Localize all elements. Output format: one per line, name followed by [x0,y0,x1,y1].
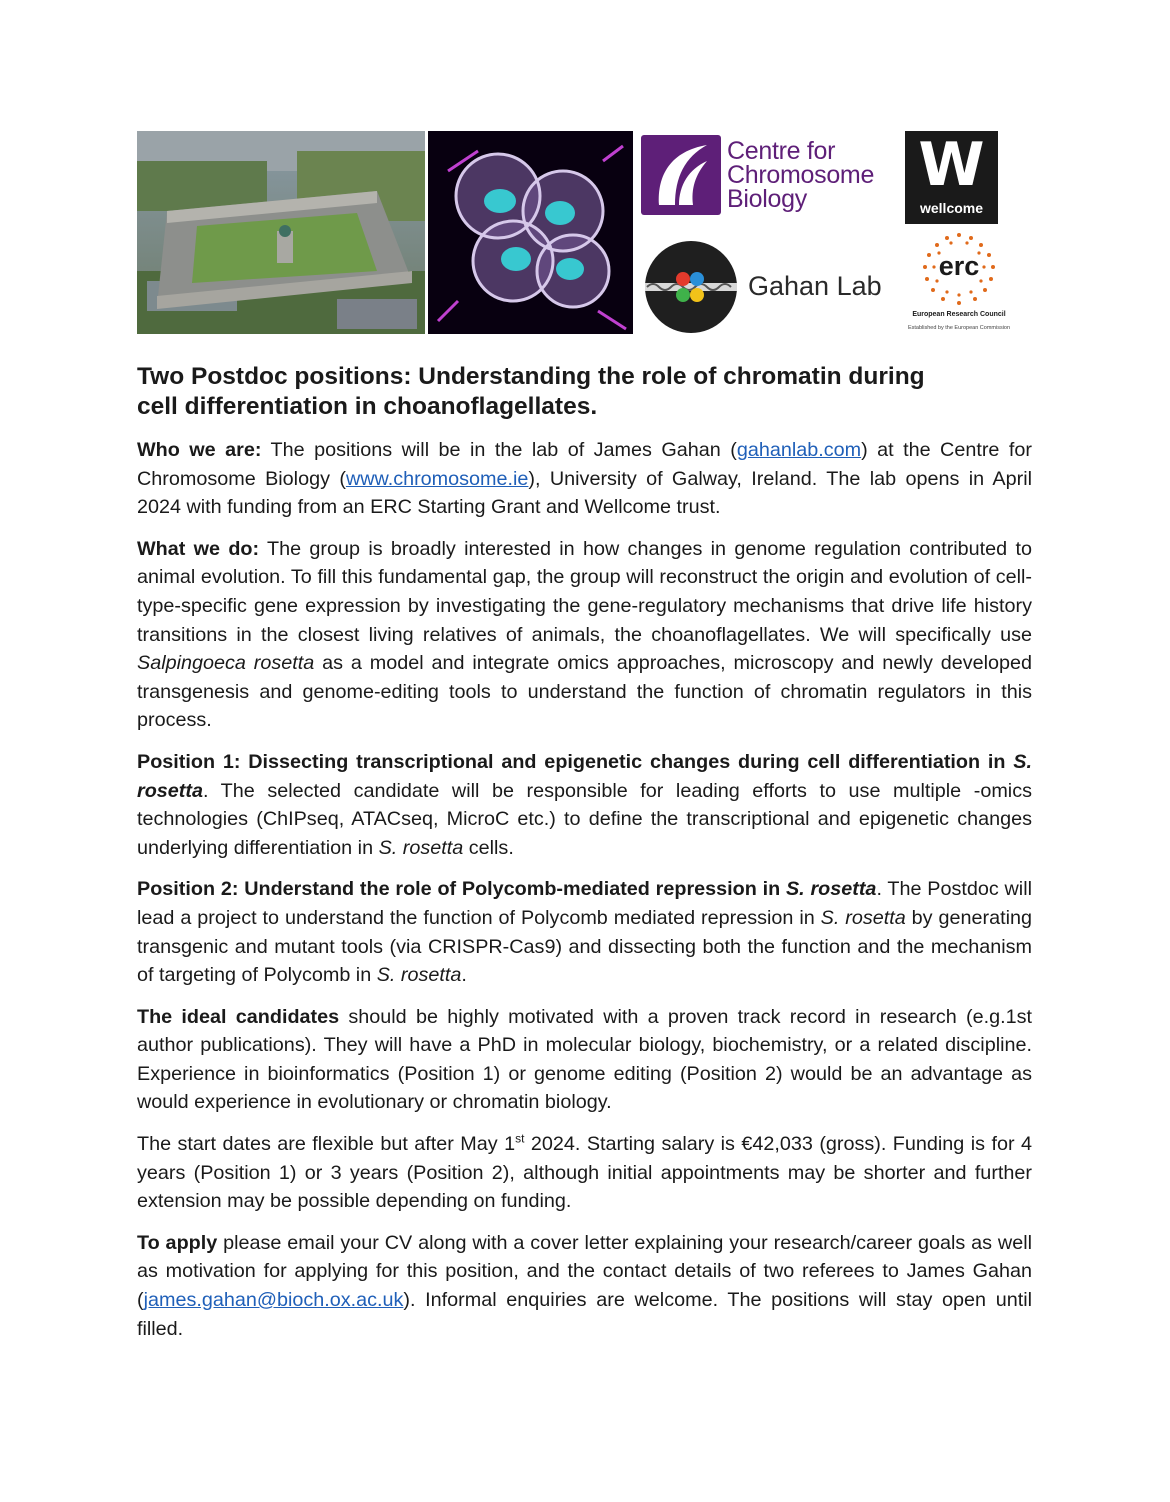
ccb-logo [641,133,891,219]
campus-aerial-photo [137,131,425,334]
who-we-are-paragraph [137,436,1032,522]
email-link[interactable]: james.gahan@bioch.ox.ac.uk [143,1289,404,1312]
pos2-text-2: by generating transgenic and mutant tools (via CRISPR-Cas9) and dissecting both the function and the mechanism of targeting of Polycomb in [137,906,1032,987]
pos2-species-2: S. rosetta [376,964,462,987]
position-1-paragraph [137,748,1032,862]
what-we-do-label: What we do: [137,537,260,560]
position-1-label: Position 1: Dissecting transcriptional and epigenetic changes during cell differentiation in S. rosetta [137,750,1032,802]
wellcome-text: wellcome [919,200,984,216]
dates-text-1: The start dates are flexible but after May 1 [137,1133,516,1156]
choanoflagellate-microscopy-image [428,131,633,334]
ideal-candidates-paragraph [137,1003,1032,1117]
position-2-paragraph [137,875,1032,989]
title-line-2: cell differentiation in choanoflagellates. [137,393,598,420]
what-we-do-paragraph [137,535,1032,735]
who-we-are-label: Who we are: [137,439,262,461]
ccb-logo-line3: Biology [727,185,807,213]
apply-text-1: please email your CV along with a cover letter explaining your research/career goals as well as motivation for applying for this position, and the contact details of two referees to James Gahan ( [137,1231,1032,1312]
gahan-lab-logo [643,239,893,335]
erc-name: European Research Council [912,311,1006,318]
title-line-1: Two Postdoc positions: Understanding the role of chromatin during [137,363,925,390]
ccb-logo-line1: Centre for [727,137,836,165]
pos1-species: S. rosetta [378,836,464,859]
position-2-label: Position 2: Understand the role of Polycomb-mediated repression in S. rosetta [137,878,877,901]
erc-subtitle: Established by the European Commission [907,325,1011,331]
who-text-1: The positions will be in the lab of James Gahan ( [261,439,737,461]
dates-text-2: 2024. Starting salary is €42,033 (gross). Funding is for 4 years (Position 1) or 3 years (Position 2), although initial appointments may be shorter and further extension may be possible depending on funding. [137,1133,1032,1213]
ideal-candidates-label: The ideal candidates [137,1005,340,1028]
what-text-2: as a model and integrate omics approaches, microscopy and newly developed transgenesis and genome-editing tools to understand the function of chromatin regulators in this process. [137,652,1032,732]
ideal-text: should be highly motivated with a proven track record in research (e.g.1st author publications). They will have a PhD in molecular biology, biochemistry, or a related discipline. Experience in bioinformatics (Position 1) or genome editing (Position 2) would be an advantage as would experience in evolutionary or chromatin biology. [137,1005,1032,1114]
pos1-text-2: cells. [463,836,514,859]
dates-sup: st [515,1131,525,1146]
ccb-swoosh-icon [641,135,721,215]
pos2-species-1: S. rosetta [820,906,906,929]
erc-logo [889,229,1029,337]
pos2-text-3: . [461,964,467,987]
erc-text: erc [938,251,980,281]
to-apply-label: To apply [137,1231,218,1254]
gahan-lab-text: Gahan Lab [748,271,882,301]
start-dates-paragraph [137,1130,1032,1216]
pos2-text-1: . The Postdoc will lead a project to understand the function of Polycomb mediated repression in [137,878,1032,929]
gahanlab-link[interactable]: gahanlab.com [736,439,862,461]
what-text-1: The group is broadly interested in how changes in genome regulation contributed to animal evolution. To fill this fundamental gap, the group will reconstruct the origin and evolution of cell-type-specific gene expression by investigating the gene-regulatory mechanisms that drive life history transitions in the closest living relatives of animals, the choanoflagellates. We will specifically use [137,537,1032,646]
posting-title [137,362,1032,422]
apply-text-2: ). Informal enquiries are welcome. The positions will stay open until filled. [137,1289,1032,1340]
header-banner [137,131,1029,337]
who-text-3: ), University of Galway, Ireland. The lab opens in April 2024 with funding from an ERC Starting Grant and Wellcome trust. [137,467,1032,519]
job-posting-body [137,362,1032,1356]
who-text-2: ) at the Centre for Chromosome Biology ( [137,439,1032,490]
ccb-logo-line2: Chromosome [727,161,875,189]
chromosome-link[interactable]: www.chromosome.ie [345,467,529,490]
what-species: Salpingoeca rosetta [137,652,315,675]
wellcome-mark: W [918,130,985,200]
chromatin-circle-icon [643,239,743,335]
wellcome-logo [905,131,998,224]
to-apply-paragraph [137,1229,1032,1343]
pos1-text-1: . The selected candidate will be responsible for leading efforts to use multiple -omics technologies (ChIPseq, ATACseq, MicroC etc.) to define the transcriptional and epigenetic changes underlying differentiation in [137,779,1032,859]
